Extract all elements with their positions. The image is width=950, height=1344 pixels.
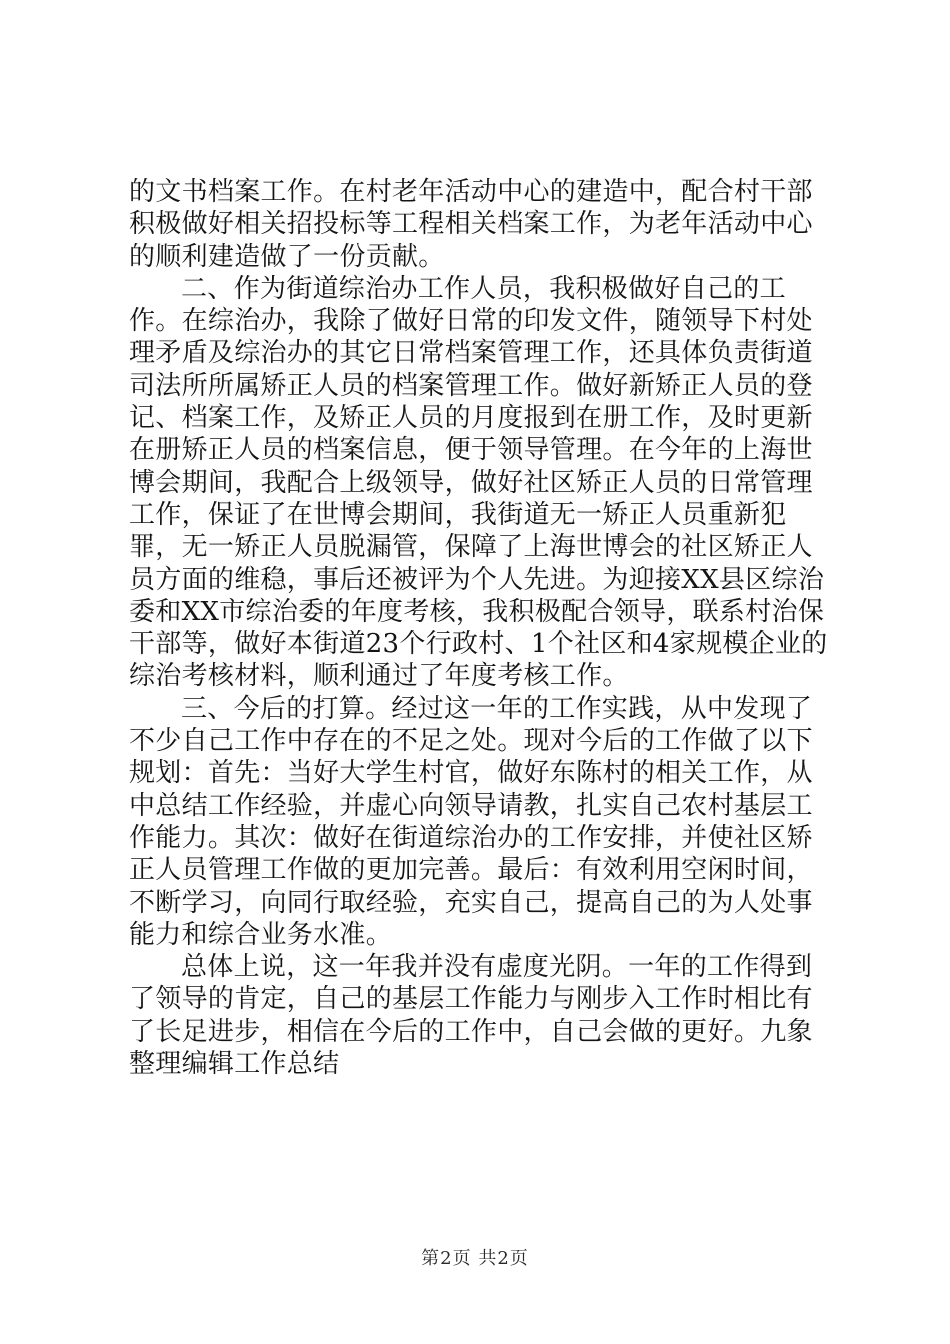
page-footer: 第2页 共2页 xyxy=(421,1248,529,1269)
paragraph-continuation: 的文书档案工作。在村老年活动中心的建造中，配合村干部积极做好相关招投标等工程相关档案工作，为老年活动中心的顺利建造做了一份贡献。 xyxy=(129,177,813,272)
paragraph-section-two: 二、作为街道综治办工作人员，我积极做好自己的工作。在综治办，我除了做好日常的印发文件，随领导下村处理矛盾及综治办的其它日常档案管理工作，还具体负责街道司法所所属矫正人员的档案管理工作。做好新矫正人员的登记、档案工作，及矫正人员的月度报到在册工作，及时更新在册矫正人员的档案信息，便于领导管理。在今年的上海世博会期间，我配合上级领导，做好社区矫正人员的日常管理工作，保证了在世博会期间，我街道无一矫正人员重新犯罪，无一矫正人员脱漏管，保障了上海世博会的社区矫正人员方面的维稳，事后还被评为个人先进。为迎接XX县区综治委和XX市综治委的年度考核，我积极配合领导，联系村治保干部等，做好本街道23个行政村、1个社区和4家规模企业的综治考核材料，顺利通过了年度考核工作。 xyxy=(129,273,828,692)
paragraph-summary: 总体上说，这一年我并没有虚度光阴。一年的工作得到了领导的肯定，自己的基层工作能力与刚步入工作时相比有了长足进步，相信在今后的工作中，自己会做的更好。九象整理编辑工作总结 xyxy=(129,952,813,1080)
document-body xyxy=(129,176,829,1080)
paragraph-section-three: 三、今后的打算。经过这一年的工作实践，从中发现了不少自己工作中存在的不足之处。现对今后的工作做了以下规划：首先：当好大学生村官，做好东陈村的相关工作，从中总结工作经验，并虚心向领导请教，扎实自己农村基层工作能力。其次：做好在街道综治办的工作安排，并使社区矫正人员管理工作做的更加完善。最后：有效利用空闲时间，不断学习，向同行取经验，充实自己，提高自己的为人处事能力和综合业务水准。 xyxy=(129,693,813,950)
